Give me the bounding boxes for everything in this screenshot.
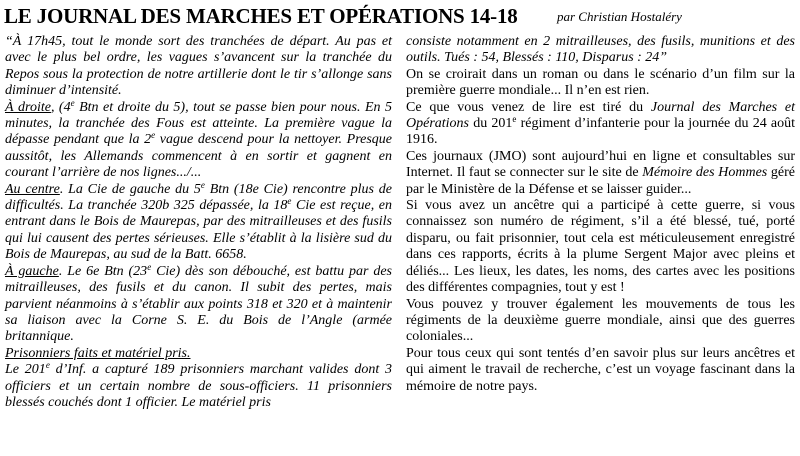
body-paragraph: Si vous avez un ancêtre qui a participé à cette guerre, si vous connaissez son numéro de régiment, s’il a été blessé, tué, porté disparu, ou fait prisonnier, tout cela est méticuleusement enregistré dans ces rapports, écrits à la plume Sergent Major avec pleins et déliés... Les lieux, les dates, les noms, des cartes avec les positions des différentes compagnies, tout y est ! — [406, 198, 795, 296]
article-title: LE JOURNAL DES MARCHES ET OPÉRATIONS 14-18 — [4, 4, 518, 28]
article-header — [4, 4, 796, 28]
superscript: e — [512, 114, 517, 125]
left-column — [5, 34, 392, 411]
superscript: e — [147, 261, 152, 272]
text-run: d’Inf. a capturé 189 prisonniers marchant valides dont 3 officiers et un certain nombre de sous-officiers. 11 prisonniers blessés couchés dont 1 officier. Le matériel pris — [5, 362, 393, 410]
site-name: Mémoire des Hommes — [642, 165, 768, 181]
text-run: . Le 6e Btn (23 — [58, 263, 148, 279]
text-run: Cie) dès son débouché, est battu par des mitrailleuses, des fusils et du canon. Il subit des pertes, mais parvient néanmoins à s’établir aux points 318 et 320 et à maintenir sa liaison avec la Corne S. E. du Bois de l’Angle (armée britannique. — [5, 263, 392, 345]
quote-continuation: consiste notamment en 2 mitrailleuses, des fusils, munitions et des outils. Tués : 54, Blessés : 110, Disparus : 24” — [406, 34, 795, 66]
body-paragraph: Pour tous ceux qui sont tentés d’en savoir plus sur leurs ancêtres et qui aiment le travail de recherche, c’est un voyage fascinant dans la mémoire de notre pays. — [406, 345, 795, 394]
body-paragraph: On se croirait dans un roman ou dans le scénario d’un film sur la première guerre mondiale... Il n’en est rien. — [406, 66, 795, 99]
text-run: géré par le Ministère de la Défense et se laisser guider... — [406, 165, 795, 197]
superscript: e — [70, 97, 75, 108]
quote-paragraph-intro: “À 17h45, tout le monde sort des tranchées de départ. Au pas et avec le plus bel ordre, les vagues s’avancent sur la tranchée du Repos sous la protection de notre artillerie dont le tir s’allonge sans diminuer d’intensité. — [5, 34, 392, 99]
body-paragraph-online — [406, 149, 795, 198]
section-heading-right: À droite — [5, 99, 51, 115]
text-run: Ces journaux (JMO) sont aujourd’hui en ligne et consultables sur Internet. Il faut se connecter sur le site de — [406, 148, 795, 181]
body-paragraph: Vous pouvez y trouver également les mouvements de tous les régiments de la deuxième guerre mondiale, ainsi que des guerres coloniales... — [406, 296, 795, 345]
section-heading-prisoners-text: Prisonniers faits et matériel pris. — [5, 345, 191, 361]
text-run: Ce que vous venez de lire est tiré du — [406, 99, 651, 115]
text-run: Btn et droite du 5), tout se passe bien pour nous. En 5 minutes, la tranchée des Fous est atteinte. La première vague la dépasse pendant que la 2 — [5, 99, 392, 148]
text-run: Le 201 — [5, 362, 46, 378]
text-run: , (4 — [50, 99, 71, 115]
superscript: e — [151, 130, 156, 141]
superscript: e — [45, 360, 50, 371]
jmo-title: Journal des Marches et Opérations — [406, 99, 795, 132]
text-run: vague descend pour la nettoyer. Presque aussitôt, les Allemands commencent à en sortir et gagnent en courant l’arrière de nos lignes.../... — [5, 132, 393, 181]
author-byline: par Christian Hostaléry — [557, 9, 682, 24]
quote-paragraph-center — [5, 179, 392, 264]
superscript: e — [200, 179, 205, 190]
text-run: . La Cie de gauche du 5 — [59, 181, 201, 197]
text-run: Btn (18e Cie) rencontre plus de difficultés. La tranchée 320b 325 dépassée, la 18 — [5, 181, 392, 214]
text-run: du 201 — [469, 116, 513, 132]
quote-paragraph-right — [5, 97, 393, 182]
text-run: Cie est reçue, en entrant dans le Bois de Maurepas, par des mitrailleuses et des fusils qui lui causent des pertes sérieuses. Elle s’établit à la lisière sud du Bois de Maurepas, au sud de la Batt. 6658. — [5, 198, 392, 263]
quote-paragraph-left — [5, 261, 392, 346]
section-heading-left: À gauche — [5, 263, 59, 279]
section-heading-center: Au centre — [5, 181, 60, 197]
body-paragraph-source — [406, 100, 795, 149]
text-run: régiment d’infanterie pour la journée du 24 août 1916. — [406, 116, 796, 148]
right-column — [406, 34, 795, 395]
quote-paragraph-prisoners — [5, 362, 392, 411]
section-heading-prisoners — [5, 346, 392, 362]
superscript: e — [287, 196, 292, 207]
